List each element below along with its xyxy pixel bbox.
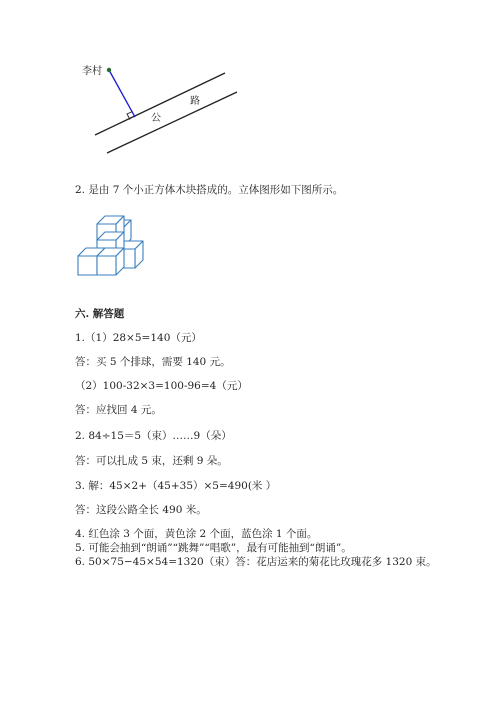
- cube-stack-figure: [0, 0, 500, 300]
- village-label: 李村: [82, 66, 102, 77]
- road-label-lu: 路: [190, 96, 200, 107]
- question-2-text: 2. 是由 7 个小正方体木块搭成的。立体图形如下图所示。: [75, 184, 344, 196]
- answer-line-11: 6. 50×75−45×54=1320（束）答：花店运来的菊花比玫瑰花多 1320 束。: [75, 556, 437, 568]
- answer-line-9: 4. 红色涂 3 个面，黄色涂 2 个面，蓝色涂 1 个面。: [75, 528, 318, 540]
- cube-group: [78, 216, 143, 275]
- section-title: 六. 解答题: [75, 308, 125, 320]
- answer-line-10: 5. 可能会抽到“朗诵”“跳舞”“唱歌”，最有可能抽到“朗诵”。: [75, 542, 352, 554]
- answer-line-4: 答：应找回 4 元。: [75, 404, 162, 416]
- answer-line-6: 答：可以扎成 5 束，还剩 9 朵。: [75, 455, 228, 467]
- answer-line-8: 答：这段公路全长 490 米。: [75, 504, 207, 516]
- road-label-gong: 公: [151, 113, 161, 124]
- answer-line-2: 答：买 5 个排球，需要 140 元。: [75, 356, 231, 368]
- answer-line-1: 1.（1）28×5=140（元）: [75, 332, 202, 344]
- answer-line-3: （2）100-32×3=100-96=4（元）: [75, 380, 248, 392]
- cube: [97, 248, 124, 275]
- answer-line-7: 3. 解：45×2+（45+35）×5=490(米 ）: [75, 480, 277, 492]
- answer-line-5: 2. 84÷15＝5（束）……9（朵）: [75, 430, 232, 442]
